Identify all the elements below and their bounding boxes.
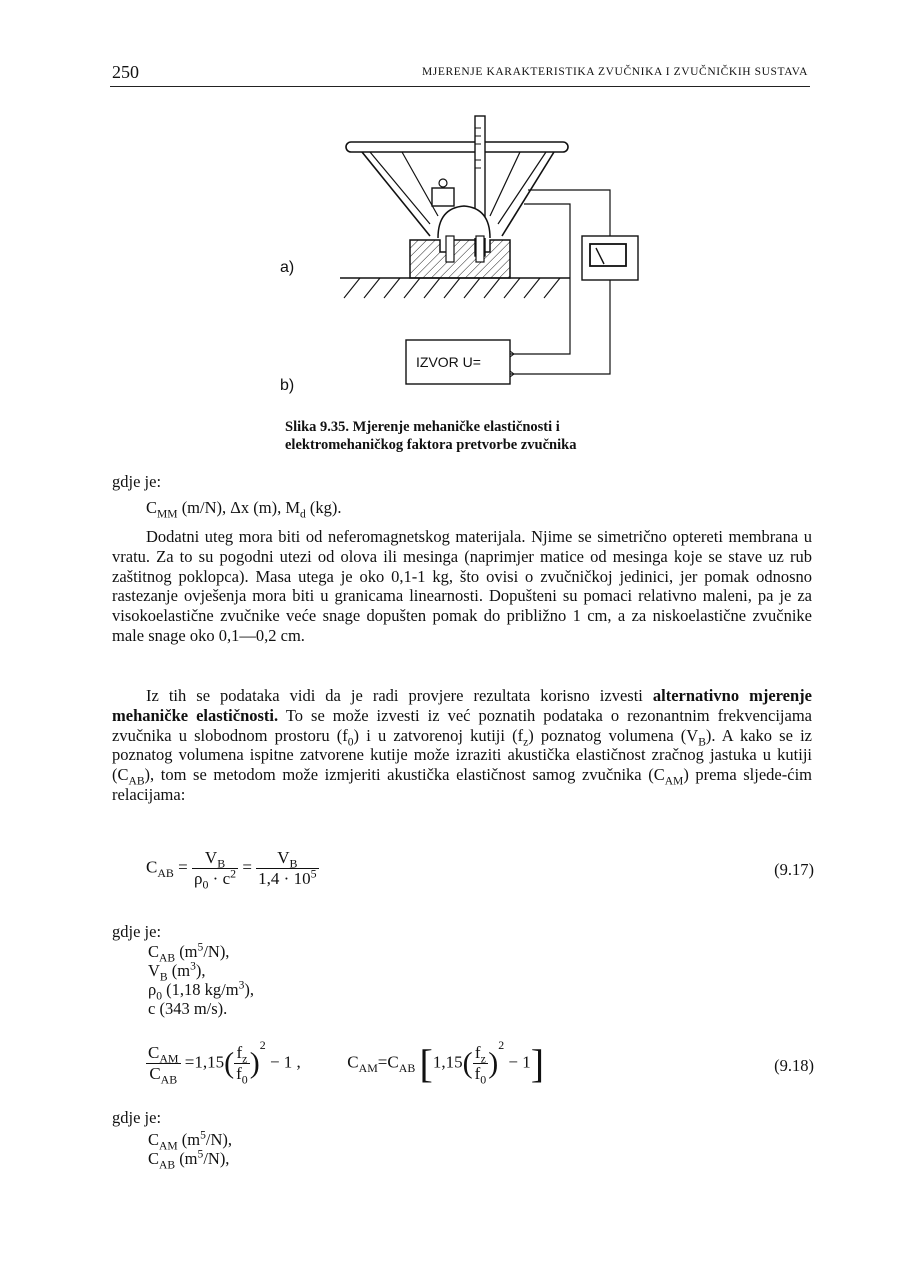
units-line-1: $C_{MM}$ (m/N), Δx (m), $M_d$ (kg). [146,498,342,521]
figure-label-b: b) [280,377,295,394]
equation-number-9-17: (9.17) [774,860,814,879]
figure-caption [285,418,645,454]
figure-9-35 [270,108,650,413]
fraction-vb-rho-c2: $\frac{V_B}{\rho_0 \cdot c^2}$ [193,848,237,892]
paragraph-2: Iz tih se podataka vidi da je radi provjere rezultata korisno izvesti alternativno mjerenje mehaničke elastičnosti. To se može izvesti iz već poznatih podataka o rezonantnim frekvencijama zvučnika u slobodnom prostoru $(f_0)$ i u zatvorenoj kutiji $(f_z)$ poznatog volumena $(V_B)$. A kako se iz poznatog volumena ispitne zatvorene kutije može izraziti akustička elastičnost zračnog jastuka u kutiji $(C_{AB})$, tom se metodom može izmjeriti akustička elastičnost samog zvučnika $(C_{AM})$ prema sljede-ćim relacijama: [112,686,812,804]
equation-9-17: $C_{AB}$ = $\frac{V_B}{\rho_0 \cdot c^2}$ = $\frac{V_B}{1,4 \cdot 10^5}$ [146,848,317,892]
page-number: 250 [112,62,139,82]
fraction-cam-cab: $\frac{C_{AM}}{C_{AB}}$ [148,1043,179,1087]
gdje-je-3: gdje je: [112,1108,162,1127]
equation-number-9-18: (9.18) [774,1056,814,1075]
units-list-3 [148,1129,232,1172]
paragraph-1: Dodatni uteg mora biti od neferomagnetskog materijala. Njime se simetrično optereti membrana u vratu. Za to su pogodni utezi od olova ili mesinga (naprimjer matice od mesinga koje se stave uz rub zaštitnog poklopca). Masa utega je oko 0,1-1 kg, što ovisi o zvučničkoj jedinici, jer pomak odnosno rastezanje ovješenja mora biti u granicama linearnosti. Dopušteni su pomaci relativno maleni, pa je za visokoelastične zvučnike veće snage dopušten pomak do približno 1 cm, a za niskoelastične zvučnike male snage oko 0,1—0,2 cm. [112,527,812,645]
unit-cab-2: $C_{AB}$ $(m^5/N)$, [148,1148,230,1172]
fraction-fz-f0: $\frac{f_z}{f_0}$ [236,1043,248,1087]
fraction-vb-constant: $\frac{V_B}{1,4 \cdot 10^5}$ [258,848,317,888]
equation-9-18: $\frac{C_{AM}}{C_{AB}}$ =1,15( $\frac{f_z}{f_0}$ )$^2$ − 1 , $C_{AM}=C_{AB}$ [1,15( $\frac{f_z}{f_0}$ )$^2$ − 1] [148,1037,545,1087]
unit-c: c (343 m/s). [148,999,228,1018]
unit-cam: $C_{AM}$ $(m^5/N)$, [148,1129,232,1153]
running-title: MJERENJE KARAKTERISTIKA ZVUČNIKA I ZVUČNIČKIH SUSTAVA [421,66,808,78]
loudspeaker-measurement-diagram [270,108,650,408]
source-box-label: IZVOR U= [416,354,481,370]
caption-line-1: Slika 9.35. Mjerenje mehaničke elastičnosti i [285,419,560,435]
header-rule [110,86,810,87]
fraction-fz-f0-b: $\frac{f_z}{f_0}$ [474,1043,487,1087]
unit-rho0: $\rho_0$ (1,18 $kg/m^3$), [148,979,254,1003]
emphasis-alternative: alternativno mjerenje mehaničke elastičnosti. [112,686,812,725]
units-list-2 [148,942,254,1018]
gdje-je-2: gdje je: [112,922,162,941]
caption-line-2: elektromehaničkog faktora pretvorbe zvučnika [285,437,577,453]
figure-label-a: a) [280,259,295,276]
gdje-je-1: gdje je: [112,472,162,491]
unit-vb: $V_B$ $(m^3)$, [148,960,206,984]
unit-cab: $C_{AB}$ $(m^5/N)$, [148,941,230,965]
